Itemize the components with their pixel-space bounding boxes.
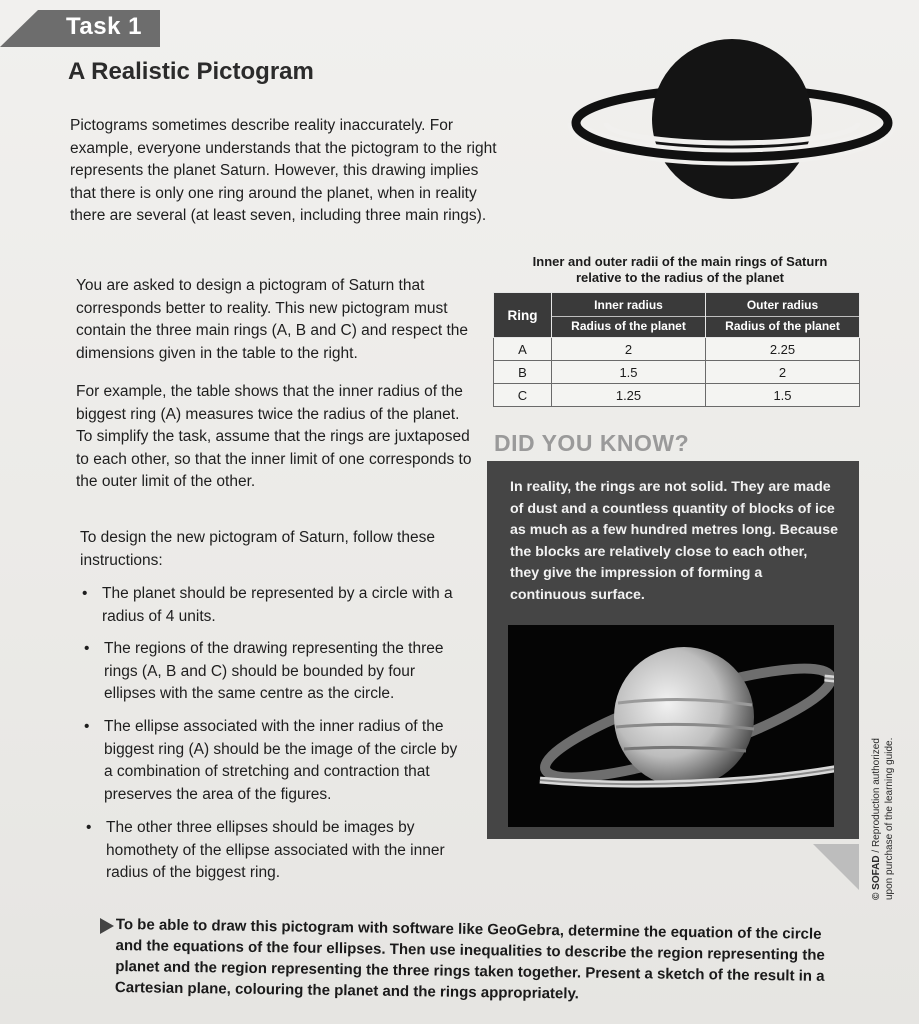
cell-outer: 1.5 <box>706 384 860 407</box>
intro-paragraph-4: To design the new pictogram of Saturn, follow these instructions: <box>80 529 435 569</box>
bullet-icon: • <box>86 819 92 836</box>
cell-outer: 2 <box>706 361 860 384</box>
copyright-text: / Reproduction authorized upon purchase of the learning guide. <box>871 737 895 900</box>
bottom-instruction: To be able to draw this pictogram with software like GeoGebra, determine the equation of the circle and the equations of the four ellipses. Then use inequalities to describe the region representing the planet and the region representing the three rings taken together. Present a sketch of the result in a Cartesian plane, colouring the planet and the rings appropriately. <box>114 915 825 1003</box>
play-arrow-icon <box>100 918 114 934</box>
bullet-icon: • <box>84 640 90 657</box>
column-header-inner <box>552 293 706 338</box>
table-row <box>494 361 860 384</box>
page-title: A Realistic Pictogram <box>68 58 314 85</box>
bullet-icon: • <box>82 585 88 602</box>
did-you-know-text: In reality, the rings are not solid. They are made of dust and a countless quantity of blocks of ice as much as a few hundred metres long. Because the blocks are relatively close to each other, they give the impression of forming a continuous surface. <box>510 479 838 603</box>
cell-outer: 2.25 <box>706 338 860 361</box>
column-header-outer-label: Outer radius <box>746 297 819 312</box>
instruction-text: The other three ellipses should be images by homothety of the ellipse associated with the inner radius of the biggest ring. <box>106 819 445 881</box>
instruction-item <box>84 716 464 806</box>
instruction-item <box>84 638 464 706</box>
intro-paragraph-3: For example, the table shows that the inner radius of the biggest ring (A) measures twice the radius of the planet. To simplify the task, assume that the rings are juxtaposed to each other, so that the inner limit of one corresponds to the outer limit of the other. <box>76 383 472 490</box>
table-caption: Inner and outer radii of the main rings of Saturn relative to the radius of the planet <box>532 254 828 285</box>
column-header-inner-sub: Radius of the planet <box>552 316 705 333</box>
column-header-outer <box>706 293 860 338</box>
task-label: Task 1 <box>66 13 142 40</box>
instruction-item <box>86 817 466 885</box>
cell-ring: C <box>494 384 552 407</box>
cell-ring: B <box>494 361 552 384</box>
copyright-note <box>870 720 896 900</box>
rings-table <box>493 292 860 407</box>
intro-paragraph-2: You are asked to design a pictogram of Saturn that corresponds better to reality. This new pictogram must contain the three main rings (A, B and C) and respect the dimensions given in the table to the right. <box>76 277 469 362</box>
table-row <box>494 338 860 361</box>
column-header-ring: Ring <box>494 293 552 338</box>
cell-ring: A <box>494 338 552 361</box>
table-row <box>494 384 860 407</box>
column-header-outer-sub: Radius of the planet <box>706 316 859 333</box>
saturn-photo <box>508 625 834 827</box>
did-you-know-heading: DID YOU KNOW? <box>494 430 690 456</box>
intro-paragraph-1: Pictograms sometimes describe reality inaccurately. For example, everyone understands that the pictogram to the right represents the planet Saturn. However, this drawing implies that there is only one ring around the planet, when in reality there are several (at least seven, including three main rings). <box>70 117 497 224</box>
cell-inner: 1.5 <box>552 361 706 384</box>
cell-inner: 1.25 <box>552 384 706 407</box>
copyright-brand: © SOFAD <box>871 855 882 900</box>
instruction-text: The planet should be represented by a circle with a radius of 4 units. <box>102 585 453 625</box>
saturn-pictogram-icon <box>566 37 898 201</box>
instruction-item <box>82 583 462 628</box>
instruction-text: The ellipse associated with the inner radius of the biggest ring (A) should be the image of the circle by a combination of stretching and contraction that preserves the area of the figures. <box>104 718 458 803</box>
cell-inner: 2 <box>552 338 706 361</box>
column-header-inner-label: Inner radius <box>594 297 663 312</box>
instruction-text: The regions of the drawing representing the three rings (A, B and C) should be bounded by four ellipses with the same centre as the circle. <box>104 640 444 702</box>
page-fold-icon <box>813 844 859 890</box>
bullet-icon: • <box>84 718 90 735</box>
